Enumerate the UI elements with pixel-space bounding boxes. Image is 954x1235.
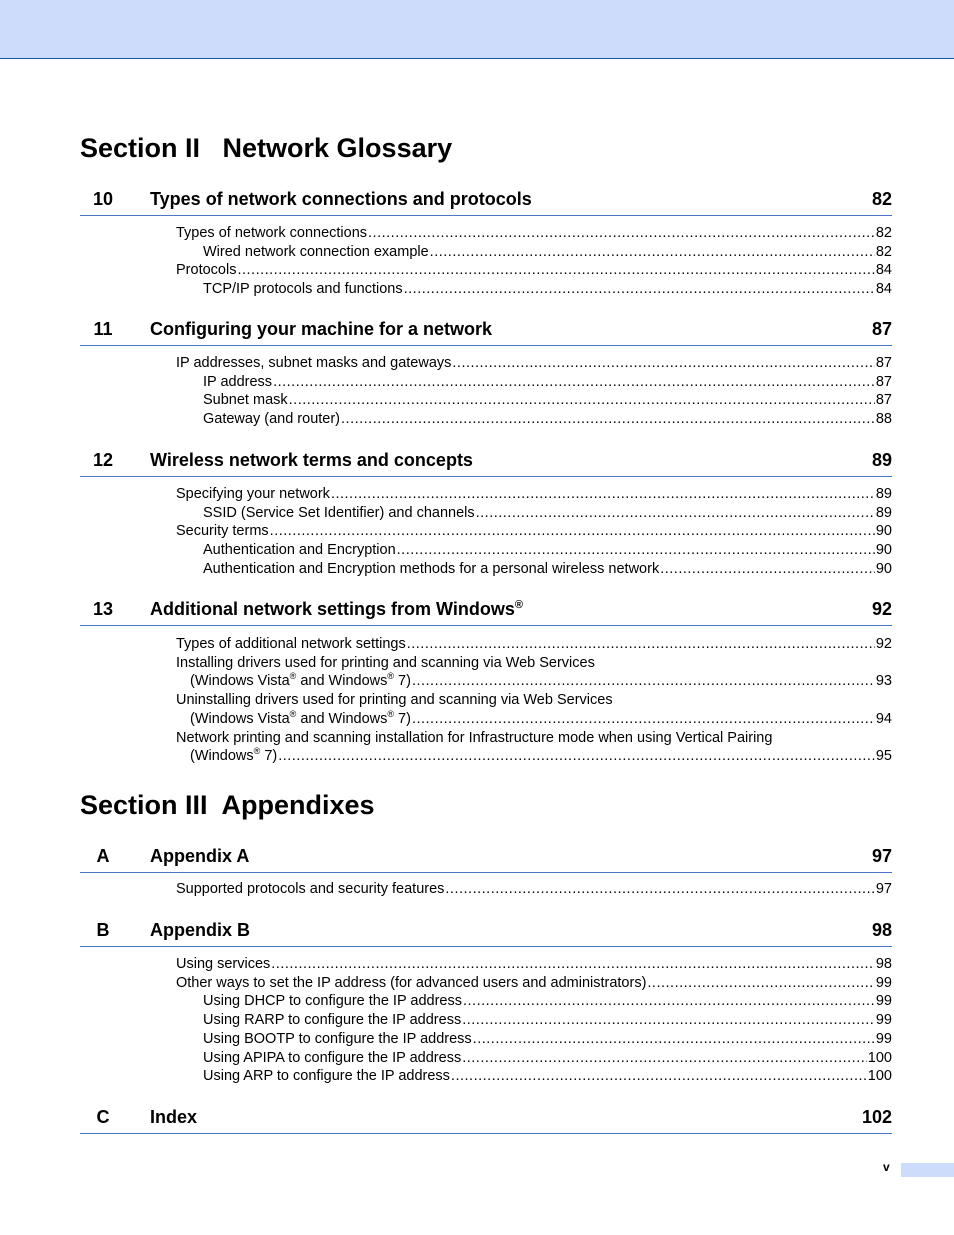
toc-entry-page: 90 <box>875 560 892 577</box>
toc-entry-page: 92 <box>875 636 892 652</box>
text-part: (Windows Vista <box>190 710 290 727</box>
toc-chapter-heading[interactable] <box>80 1107 892 1134</box>
toc-subentry[interactable] <box>176 373 892 392</box>
toc-entry-text: IP addresses, subnet masks and gateways <box>176 355 452 371</box>
toc-entry-text: Using services <box>176 956 271 972</box>
leader-dots <box>412 710 875 729</box>
toc-entry-text: Authentication and Encryption methods for a personal wireless network <box>203 560 660 577</box>
text-part: and Windows <box>296 710 388 727</box>
toc-entry-page: 82 <box>875 243 892 260</box>
toc-entry-text: Supported protocols and security features <box>176 881 445 897</box>
toc-entry-page: 99 <box>875 974 892 991</box>
toc-entry-page: 94 <box>875 710 892 727</box>
toc-subentry[interactable] <box>176 1049 892 1068</box>
toc-chapter-heading[interactable] <box>80 450 892 477</box>
toc-entry-text: Gateway (and router) <box>203 411 341 428</box>
chapter-number: A <box>96 846 110 866</box>
text-part: 7) <box>394 710 411 727</box>
leader-dots <box>660 560 875 579</box>
toc-entry[interactable] <box>176 261 892 280</box>
toc-entry-page: 93 <box>875 673 892 690</box>
toc-entry-page: 82 <box>875 225 892 241</box>
toc-entry-text: Specifying your network <box>176 486 330 502</box>
chapter-number: B <box>96 920 110 940</box>
toc-entry-text <box>190 710 411 729</box>
toc-entry-text: Installing drivers used for printing and scanning via Web Services <box>176 654 595 671</box>
toc-entry-page: 95 <box>875 748 892 765</box>
chapter-number: 10 <box>92 189 114 209</box>
leader-dots <box>278 747 875 766</box>
toc-entries <box>176 354 892 429</box>
text-part: and Windows <box>296 673 388 690</box>
toc-subentry[interactable] <box>176 504 892 523</box>
toc-entry-text: Wired network connection example <box>203 243 429 260</box>
toc-subentry[interactable] <box>176 1030 892 1049</box>
toc-subentry[interactable] <box>176 1067 892 1086</box>
toc-subentry[interactable] <box>176 560 892 579</box>
text-part: (Windows <box>190 748 254 765</box>
chapter-title <box>150 599 523 620</box>
leader-dots <box>452 354 874 373</box>
text-part: (Windows Vista <box>190 673 290 690</box>
toc-entry-page: 99 <box>875 1030 892 1047</box>
toc-entry-text: Security terms <box>176 523 269 540</box>
toc-entry-text: Using APIPA to configure the IP address <box>203 1049 462 1066</box>
toc-entry-text: Using BOOTP to configure the IP address <box>203 1030 472 1047</box>
chapter-title: Appendix B <box>150 920 251 940</box>
chapter-page: 82 <box>871 189 892 209</box>
toc-entries <box>176 485 892 579</box>
leader-dots <box>289 391 875 410</box>
toc-entry-text <box>190 747 277 766</box>
chapter-number: 12 <box>92 450 114 470</box>
section-title: Section III Appendixes <box>80 790 375 820</box>
toc-entry[interactable] <box>176 635 892 654</box>
toc-entry-text: Uninstalling drivers used for printing and scanning via Web Services <box>176 692 613 709</box>
toc-entry-text: Network printing and scanning installation for Infrastructure mode when using Vertical Pairing <box>176 729 773 746</box>
toc-entry-page: 84 <box>875 262 892 279</box>
registered-mark: ® <box>387 671 395 682</box>
toc-subentry[interactable] <box>176 1011 892 1030</box>
toc-entry-text: Authentication and Encryption <box>203 542 396 559</box>
leader-dots <box>237 261 874 280</box>
toc-entry[interactable] <box>176 224 892 243</box>
toc-chapter-heading[interactable] <box>80 599 892 626</box>
text-part: 7) <box>394 673 411 690</box>
toc-entry[interactable] <box>176 485 892 504</box>
toc-entry-page: 84 <box>875 281 892 298</box>
toc-entry-text: Types of additional network settings <box>176 636 406 652</box>
toc-entry-text: Using DHCP to configure the IP address <box>203 993 462 1010</box>
leader-dots <box>331 485 875 504</box>
chapter-page: 97 <box>871 846 892 866</box>
toc-subentry[interactable] <box>176 391 892 410</box>
toc-subentry[interactable] <box>176 280 892 299</box>
toc-entry[interactable] <box>176 955 892 974</box>
chapter-number: 13 <box>92 599 114 619</box>
chapter-title: Types of network connections and protocols <box>150 189 532 209</box>
toc-entry-text: Using ARP to configure the IP address <box>203 1068 450 1085</box>
toc-entry[interactable] <box>176 654 892 673</box>
chapter-number: C <box>96 1107 110 1127</box>
toc-chapter-heading[interactable] <box>80 846 892 873</box>
toc-entry[interactable] <box>176 729 892 748</box>
leader-dots <box>368 224 875 243</box>
toc-entry-page: 99 <box>875 993 892 1010</box>
leader-dots <box>462 1011 875 1030</box>
toc-subentry[interactable] <box>176 992 892 1011</box>
toc-subentry[interactable] <box>176 410 892 429</box>
toc-entry-page: 100 <box>867 1068 892 1085</box>
chapter-page: 89 <box>871 450 892 470</box>
toc-entry-text: Other ways to set the IP address (for advanced users and administrators) <box>176 974 647 991</box>
header-band <box>0 0 954 59</box>
toc-entry-page: 100 <box>867 1049 892 1066</box>
toc-entries <box>176 955 892 1086</box>
chapter-title: Appendix A <box>150 846 250 866</box>
leader-dots <box>270 522 875 541</box>
chapter-title-text: Additional network settings from Windows <box>150 599 515 619</box>
toc-entry-page: 87 <box>875 392 892 409</box>
toc-entry-page: 89 <box>875 486 892 502</box>
chapter-title: Index <box>150 1107 198 1127</box>
toc-entry-continuation[interactable] <box>176 672 892 691</box>
toc-entry-text: Types of network connections <box>176 225 368 241</box>
toc-entry-page: 97 <box>875 881 892 897</box>
toc-entries <box>176 635 892 766</box>
toc-subentry[interactable] <box>176 243 892 262</box>
leader-dots <box>647 974 874 993</box>
leader-dots <box>341 410 875 429</box>
toc-chapter-heading[interactable] <box>80 319 892 346</box>
toc-entry[interactable] <box>176 691 892 710</box>
toc-entry-page: 99 <box>875 1012 892 1029</box>
toc-entry[interactable] <box>176 354 892 373</box>
chapter-title: Wireless network terms and concepts <box>150 450 473 470</box>
text-part: 7) <box>260 748 278 765</box>
leader-dots <box>473 1030 875 1049</box>
leader-dots <box>451 1067 867 1086</box>
toc-entry[interactable] <box>176 880 892 899</box>
leader-dots <box>397 541 875 560</box>
toc-entry-page: 98 <box>875 956 892 972</box>
chapter-page: 87 <box>871 319 892 339</box>
section-title: Section II Network Glossary <box>80 133 453 163</box>
toc-entry-text: TCP/IP protocols and functions <box>203 281 403 298</box>
leader-dots <box>462 1049 867 1068</box>
chapter-number: 11 <box>93 319 113 339</box>
toc-entry-text: Subnet mask <box>203 392 288 409</box>
toc-entry-page: 87 <box>875 355 892 371</box>
chapter-page: 102 <box>861 1107 892 1127</box>
chapter-title: Configuring your machine for a network <box>150 319 493 339</box>
toc-entry-text: Protocols <box>176 262 237 279</box>
registered-mark: ® <box>253 746 261 757</box>
chapter-page: 98 <box>871 920 892 940</box>
registered-mark: ® <box>387 708 395 719</box>
toc-entry-text <box>190 672 411 691</box>
leader-dots <box>407 635 875 654</box>
toc-entries <box>176 880 892 899</box>
toc-entry-page: 89 <box>875 504 892 521</box>
toc-entry-continuation[interactable] <box>176 747 892 766</box>
toc-entry-page: 88 <box>875 411 892 428</box>
leader-dots <box>476 504 875 523</box>
toc-entry-page: 87 <box>875 373 892 390</box>
toc-entry-text: Using RARP to configure the IP address <box>203 1012 462 1029</box>
toc-chapter-heading[interactable] <box>80 920 892 947</box>
leader-dots <box>463 992 875 1011</box>
registered-mark: ® <box>289 708 297 719</box>
leader-dots <box>412 672 875 691</box>
registered-mark: ® <box>514 599 523 611</box>
footer-tab <box>901 1163 954 1177</box>
leader-dots <box>273 373 875 392</box>
toc-entry[interactable] <box>176 522 892 541</box>
chapter-page: 92 <box>871 599 892 619</box>
registered-mark: ® <box>289 671 297 682</box>
toc-entry[interactable] <box>176 974 892 993</box>
toc-entry-text: SSID (Service Set Identifier) and channels <box>203 504 475 521</box>
toc-chapter-heading[interactable] <box>80 189 892 216</box>
leader-dots <box>430 243 875 262</box>
leader-dots <box>445 880 874 899</box>
leader-dots <box>271 955 875 974</box>
toc-entry-page: 90 <box>875 542 892 559</box>
toc-subentry[interactable] <box>176 541 892 560</box>
toc-entry-page: 90 <box>875 523 892 540</box>
toc-entry-text: IP address <box>203 373 273 390</box>
page-number: v <box>883 1160 890 1174</box>
leader-dots <box>404 280 875 299</box>
toc-entry-continuation[interactable] <box>176 710 892 729</box>
toc-entries <box>176 224 892 299</box>
